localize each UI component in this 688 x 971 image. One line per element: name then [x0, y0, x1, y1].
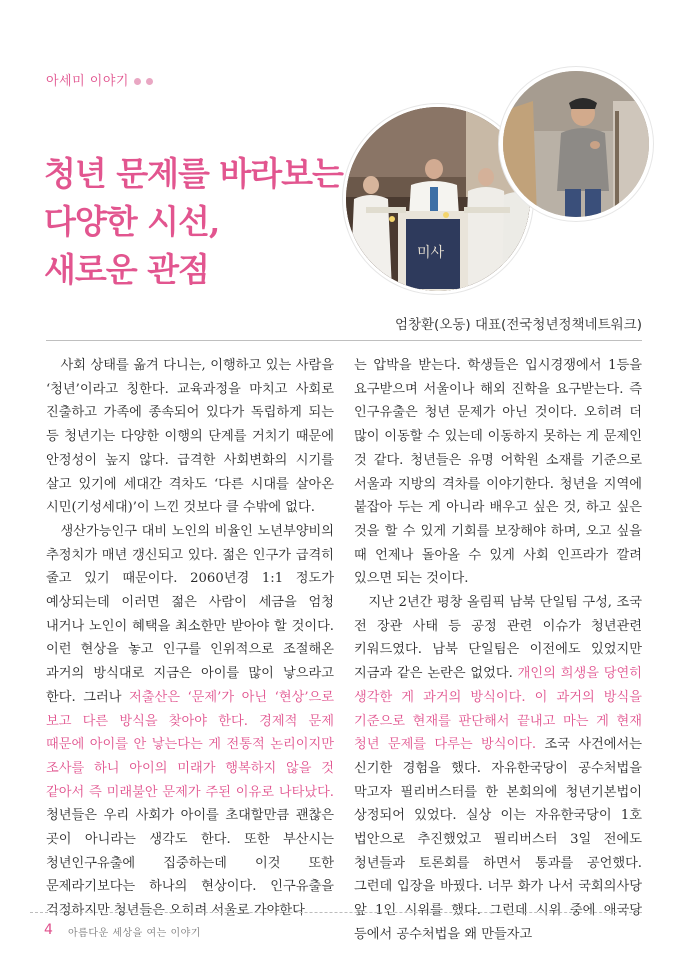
- footer-text: 아름다운 세상을 여는 이야기: [68, 928, 201, 939]
- paragraph: 사회 상태를 옮겨 다니는, 이행하고 있는 사람을 ‘청년’이라고 칭한다. 교육과정을 마치고 사회로 진출하고 가족에 종속되어 있다가 독립하게 되는 등 청년기는 다양한 이행의 단계를 거치기 때문에 안정성이 높지 않다. 급격한 사회변화의 시기를 살고 있기에 세대간 격차도 ‘다른 시대를 살아온 시민(기성세대)’이 느낀 것보다 클 수밖에 없다.: [46, 358, 334, 516]
- byline-divider: [46, 340, 642, 341]
- paragraph: [46, 520, 334, 923]
- photo-speaker: [499, 67, 653, 221]
- section-label: [46, 70, 153, 89]
- title-line-1: 청년 문제를 바라보는: [44, 154, 343, 193]
- paragraph-text: 조국 사건에서는 신기한 경험을 했다. 자유한국당이 공수처법을 막고자 필리버스터를 한 본회의에 청년기본법이 상정되어 있었다. 실상 이는 자유한국당이 1호 법안으로 추진했었고 필리버스터 3일 전에도 청년들과 토론회를 하면서 통과를 공언했다. 그런데 입장을 바꿨다. 너무 화가 나서 국회의사당 앞 1인 시위를 했다. 그런데 시위 중에 애국당 등에서 공수처법을 왜 만들자고: [354, 737, 643, 942]
- highlighted-text: 저출산은 ‘문제’가 아닌 ‘현상’으로 보고 다른 방식을 찾아야 한다. 경제적 문제 때문에 아이를 안 낳는다는 게 전통적 논리이지만 조사를 하니 아이의 미래가 행복하지 않을 것 같아서 즉 미래불안 문제가 주된 이유로 나타났다.: [46, 689, 334, 800]
- dot-icon: [146, 78, 153, 85]
- body-column-left: [46, 354, 334, 923]
- footer-divider: [30, 912, 642, 913]
- photo-sign-text: 미사: [417, 245, 445, 261]
- paragraph-text: 생산가능인구 대비 노인의 비율인 노년부양비의 추정치가 매년 갱신되고 있다. 젊은 인구가 급격히 줄고 있기 때문이다. 2060년경 1:1 정도가 예상되는데 이러면 젊은 사람이 세금을 엄청 내거나 노인이 혜택을 최소한만 받아야 할 것이다. 이런 현상을 놓고 인구를 인위적으로 조절해온 과거의 방식대로 지금은 아이를 많이 낳으라고 한다. 그러나: [46, 523, 334, 705]
- paragraph: 는 압박을 받는다. 학생들은 입시경쟁에서 1등을 요구받으며 서울이나 해외 진학을 요구받는다. 즉 인구유출은 청년 문제가 아닌 것이다. 오히려 더 많이 이동할 수 있는데 이동하지 못하는 게 문제인 것 같다. 청년들은 유명 어학원 소재를 기준으로 서울과 지방의 격차를 이야기한다. 청년을 지역에 붙잡아 두는 게 아니라 배우고 싶은 것, 하고 싶은 것을 할 수 있게 기회를 보장해야 하며, 오고 싶을 때 언제나 돌아올 수 있게 사회 인프라가 깔려 있으면 되는 것이다.: [354, 358, 642, 587]
- highlighted-text: 개인의 희생을 당연히 생각한 게 과거의 방식이다. 이 과거의 방식을 기준으로 현재를 판단해서 끝내고 마는 게 현재 청년 문제를 다루는 방식이다.: [354, 666, 642, 753]
- dot-icon: [134, 78, 141, 85]
- article-title: [44, 150, 343, 294]
- body-column-right: [354, 354, 642, 947]
- paragraph-text: 지난 2년간 평창 올림픽 남북 단일팀 구성, 조국 전 장관 사태 등 공정 관련 이슈가 청년관련 키워드였다. 남북 단일팀은 이전에도 있었지만 지금과 같은 논란은 없었다.: [354, 595, 642, 682]
- paragraph-text: 청년들은 우리 사회가 아이를 초대할만큼 괜찮은 곳이 아니라는 생각도 한다. 또한 부산시는 청년인구유출에 집중하는데 이것 또한 문제라기보다는 하나의 현상이다. 인구유출을 걱정하지만 청년들은 오히려 서울로 가야한다: [46, 808, 334, 919]
- section-label-text: 아세미 이야기: [46, 74, 129, 89]
- title-line-3: 새로운 관점: [44, 250, 209, 289]
- photo-speaker-image: [503, 71, 649, 217]
- author-byline: 엄창환(오동) 대표(전국청년정책네트워크): [394, 317, 642, 333]
- title-line-2: 다양한 시선,: [44, 202, 220, 241]
- page-number: 4: [44, 922, 53, 938]
- paragraph: [354, 591, 642, 947]
